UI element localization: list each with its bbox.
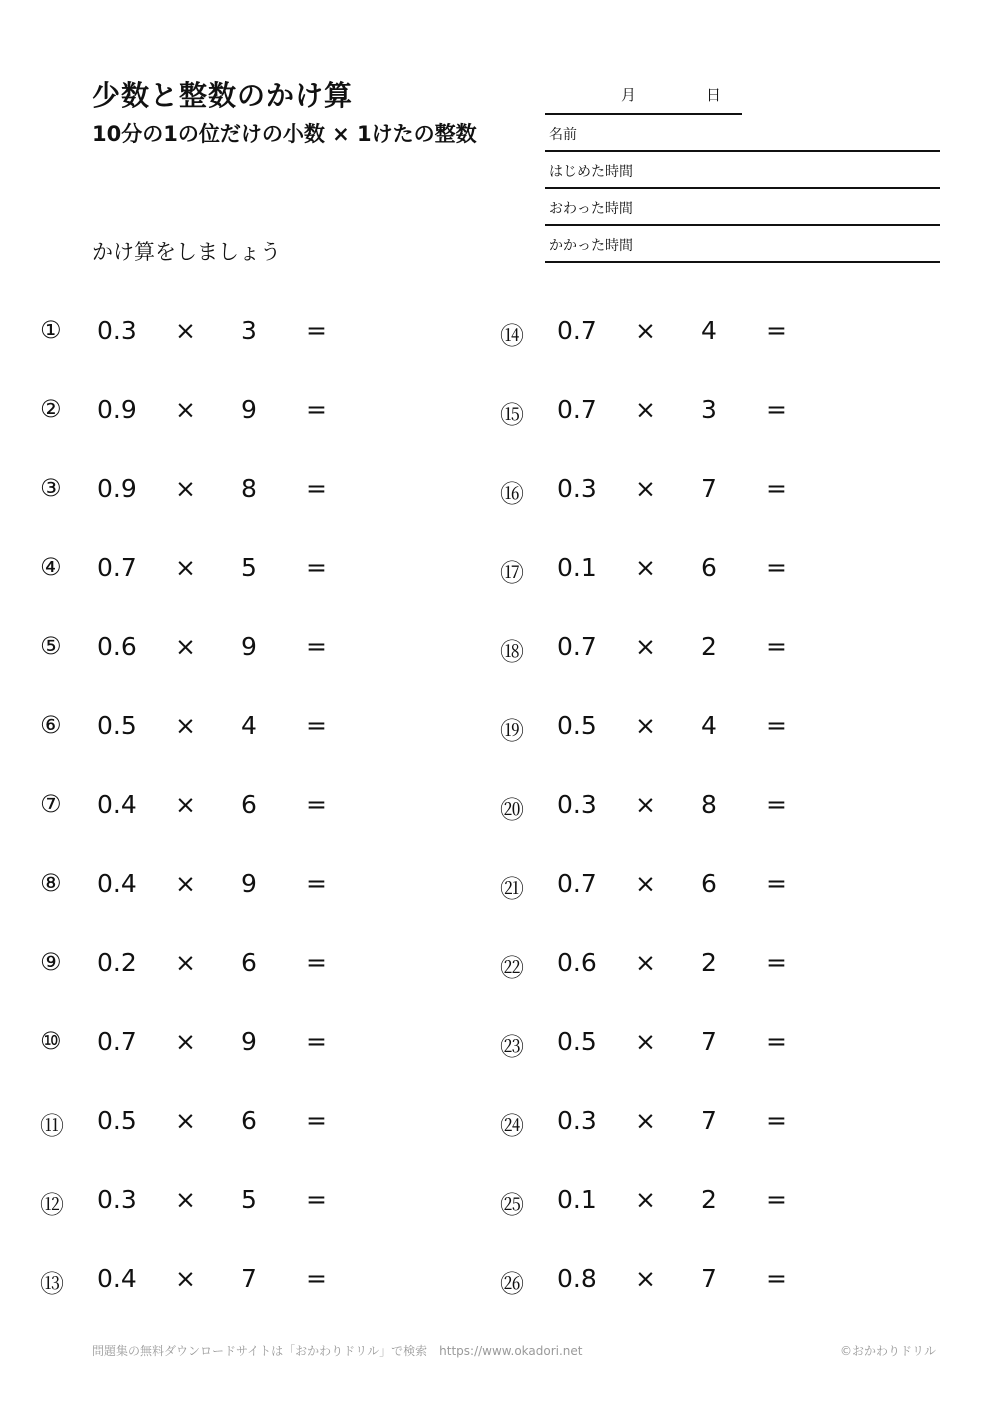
end-time-field: おわった時間 — [545, 189, 940, 226]
equals-sign: = — [766, 395, 787, 424]
problem-number: ① — [40, 316, 62, 344]
multiply-sign: × — [635, 1264, 656, 1293]
problem-number: ⑩ — [40, 1027, 62, 1055]
multiply-sign: × — [175, 1106, 196, 1135]
problem-row — [40, 1264, 340, 1304]
problem-integer: 6 — [241, 790, 257, 819]
problem-decimal: 0.5 — [97, 1106, 137, 1135]
problem-integer: 7 — [701, 1106, 717, 1135]
problem-number: ⑥ — [40, 711, 62, 739]
equals-sign: = — [306, 1185, 327, 1214]
problem-integer: 9 — [241, 395, 257, 424]
problem-integer: 2 — [701, 632, 717, 661]
multiply-sign: × — [175, 1027, 196, 1056]
problem-integer: 5 — [241, 553, 257, 582]
equals-sign: = — [306, 1027, 327, 1056]
day-label: 日 — [706, 86, 722, 104]
problem-row — [500, 1027, 800, 1067]
problem-integer: 7 — [241, 1264, 257, 1293]
problem-integer: 9 — [241, 1027, 257, 1056]
problem-integer: 8 — [701, 790, 717, 819]
problem-number: ㉓ — [500, 1033, 524, 1061]
equals-sign: = — [766, 316, 787, 345]
footer-site-text: 問題集の無料ダウンロードサイトは「おかわりドリル」で検索 https://www.okadori.net — [92, 1344, 583, 1358]
problem-number: ⑬ — [40, 1270, 64, 1298]
multiply-sign: × — [175, 711, 196, 740]
problem-row — [40, 316, 340, 356]
equals-sign: = — [766, 1185, 787, 1214]
problem-decimal: 0.9 — [97, 474, 137, 503]
problem-decimal: 0.1 — [557, 1185, 597, 1214]
problem-integer: 4 — [701, 711, 717, 740]
problem-decimal: 0.5 — [97, 711, 137, 740]
problem-number: ⑦ — [40, 790, 62, 818]
instruction-text: かけ算をしましょう — [92, 240, 281, 264]
equals-sign: = — [306, 632, 327, 661]
problem-number: ⑳ — [500, 796, 524, 824]
problem-decimal: 0.6 — [557, 948, 597, 977]
problem-number: ⑭ — [500, 322, 524, 350]
problem-integer: 4 — [241, 711, 257, 740]
multiply-sign: × — [635, 1106, 656, 1135]
problem-decimal: 0.9 — [97, 395, 137, 424]
problem-integer: 3 — [701, 395, 717, 424]
equals-sign: = — [306, 553, 327, 582]
problem-number: ⑪ — [40, 1112, 64, 1140]
multiply-sign: × — [635, 869, 656, 898]
problem-integer: 2 — [701, 948, 717, 977]
multiply-sign: × — [175, 316, 196, 345]
equals-sign: = — [766, 790, 787, 819]
problem-integer: 5 — [241, 1185, 257, 1214]
problem-decimal: 0.2 — [97, 948, 137, 977]
problem-decimal: 0.5 — [557, 1027, 597, 1056]
equals-sign: = — [766, 711, 787, 740]
problem-number: ㉑ — [500, 875, 524, 903]
multiply-sign: × — [635, 553, 656, 582]
problem-decimal: 0.7 — [557, 869, 597, 898]
problem-integer: 7 — [701, 1264, 717, 1293]
problem-decimal: 0.6 — [97, 632, 137, 661]
problem-integer: 9 — [241, 632, 257, 661]
equals-sign: = — [306, 948, 327, 977]
problem-number: ③ — [40, 474, 62, 502]
problem-number: ⑧ — [40, 869, 62, 897]
problem-number: ㉒ — [500, 954, 524, 982]
multiply-sign: × — [635, 948, 656, 977]
problem-row — [500, 1264, 800, 1304]
equals-sign: = — [306, 711, 327, 740]
multiply-sign: × — [175, 553, 196, 582]
problem-row — [40, 632, 340, 672]
equals-sign: = — [766, 474, 787, 503]
problem-decimal: 0.7 — [97, 553, 137, 582]
problem-row — [40, 395, 340, 435]
problem-decimal: 0.1 — [557, 553, 597, 582]
problem-decimal: 0.7 — [557, 316, 597, 345]
date-row — [545, 78, 742, 115]
problem-row — [40, 948, 340, 988]
problem-row — [500, 869, 800, 909]
problem-decimal: 0.4 — [97, 790, 137, 819]
multiply-sign: × — [635, 395, 656, 424]
problem-row — [500, 316, 800, 356]
problem-number: ⑰ — [500, 559, 524, 587]
equals-sign: = — [766, 1027, 787, 1056]
problem-decimal: 0.3 — [557, 790, 597, 819]
month-label: 月 — [621, 86, 637, 104]
problem-row — [40, 869, 340, 909]
problem-number: ㉖ — [500, 1270, 524, 1298]
problem-integer: 8 — [241, 474, 257, 503]
problem-number: ㉔ — [500, 1112, 524, 1140]
problem-row — [40, 553, 340, 593]
multiply-sign: × — [175, 395, 196, 424]
page-subtitle: 10分の1の位だけの小数 × 1けたの整数 — [92, 122, 477, 146]
problem-row — [500, 711, 800, 751]
problem-row — [500, 553, 800, 593]
problem-number: ④ — [40, 553, 62, 581]
elapsed-time-field: かかった時間 — [545, 226, 940, 263]
footer-copyright: ©おかわりドリル — [839, 1344, 936, 1358]
problem-number: ⑲ — [500, 717, 524, 745]
name-field: 名前 — [545, 115, 940, 152]
multiply-sign: × — [635, 1185, 656, 1214]
equals-sign: = — [306, 395, 327, 424]
multiply-sign: × — [635, 474, 656, 503]
problem-row — [40, 1185, 340, 1225]
problem-decimal: 0.7 — [557, 395, 597, 424]
multiply-sign: × — [175, 1264, 196, 1293]
problem-number: ② — [40, 395, 62, 423]
problem-integer: 2 — [701, 1185, 717, 1214]
equals-sign: = — [306, 1106, 327, 1135]
problem-decimal: 0.7 — [557, 632, 597, 661]
problem-decimal: 0.3 — [97, 1185, 137, 1214]
equals-sign: = — [766, 869, 787, 898]
problem-decimal: 0.3 — [97, 316, 137, 345]
problem-decimal: 0.7 — [97, 1027, 137, 1056]
problem-integer: 7 — [701, 474, 717, 503]
problem-row — [500, 395, 800, 435]
problem-row — [500, 632, 800, 672]
multiply-sign: × — [635, 1027, 656, 1056]
problem-row — [40, 711, 340, 751]
problem-decimal: 0.5 — [557, 711, 597, 740]
problem-decimal: 0.4 — [97, 1264, 137, 1293]
problem-integer: 9 — [241, 869, 257, 898]
multiply-sign: × — [635, 632, 656, 661]
multiply-sign: × — [635, 316, 656, 345]
problem-decimal: 0.3 — [557, 1106, 597, 1135]
problem-number: ⑯ — [500, 480, 524, 508]
info-box — [545, 78, 940, 263]
page-title: 少数と整数のかけ算 — [92, 79, 354, 112]
problem-row — [500, 948, 800, 988]
problem-integer: 6 — [241, 1106, 257, 1135]
equals-sign: = — [306, 474, 327, 503]
equals-sign: = — [306, 869, 327, 898]
problem-integer: 6 — [701, 869, 717, 898]
equals-sign: = — [766, 1106, 787, 1135]
problem-number: ㉕ — [500, 1191, 524, 1219]
problem-decimal: 0.8 — [557, 1264, 597, 1293]
multiply-sign: × — [635, 790, 656, 819]
problem-row — [500, 474, 800, 514]
problem-integer: 6 — [241, 948, 257, 977]
problem-number: ⑮ — [500, 401, 524, 429]
problem-row — [500, 790, 800, 830]
problem-number: ⑨ — [40, 948, 62, 976]
multiply-sign: × — [175, 474, 196, 503]
problem-row — [40, 1027, 340, 1067]
problem-row — [500, 1106, 800, 1146]
problem-decimal: 0.4 — [97, 869, 137, 898]
start-time-field: はじめた時間 — [545, 152, 940, 189]
multiply-sign: × — [175, 790, 196, 819]
problem-number: ⑤ — [40, 632, 62, 660]
problem-decimal: 0.3 — [557, 474, 597, 503]
problem-number: ⑱ — [500, 638, 524, 666]
equals-sign: = — [766, 553, 787, 582]
equals-sign: = — [766, 1264, 787, 1293]
equals-sign: = — [306, 316, 327, 345]
multiply-sign: × — [175, 869, 196, 898]
problem-integer: 6 — [701, 553, 717, 582]
equals-sign: = — [766, 948, 787, 977]
equals-sign: = — [306, 790, 327, 819]
equals-sign: = — [766, 632, 787, 661]
problem-row — [500, 1185, 800, 1225]
problem-row — [40, 1106, 340, 1146]
problem-number: ⑫ — [40, 1191, 64, 1219]
multiply-sign: × — [175, 948, 196, 977]
problem-row — [40, 790, 340, 830]
multiply-sign: × — [175, 1185, 196, 1214]
problem-integer: 3 — [241, 316, 257, 345]
problem-row — [40, 474, 340, 514]
equals-sign: = — [306, 1264, 327, 1293]
problem-integer: 4 — [701, 316, 717, 345]
problem-integer: 7 — [701, 1027, 717, 1056]
multiply-sign: × — [175, 632, 196, 661]
multiply-sign: × — [635, 711, 656, 740]
